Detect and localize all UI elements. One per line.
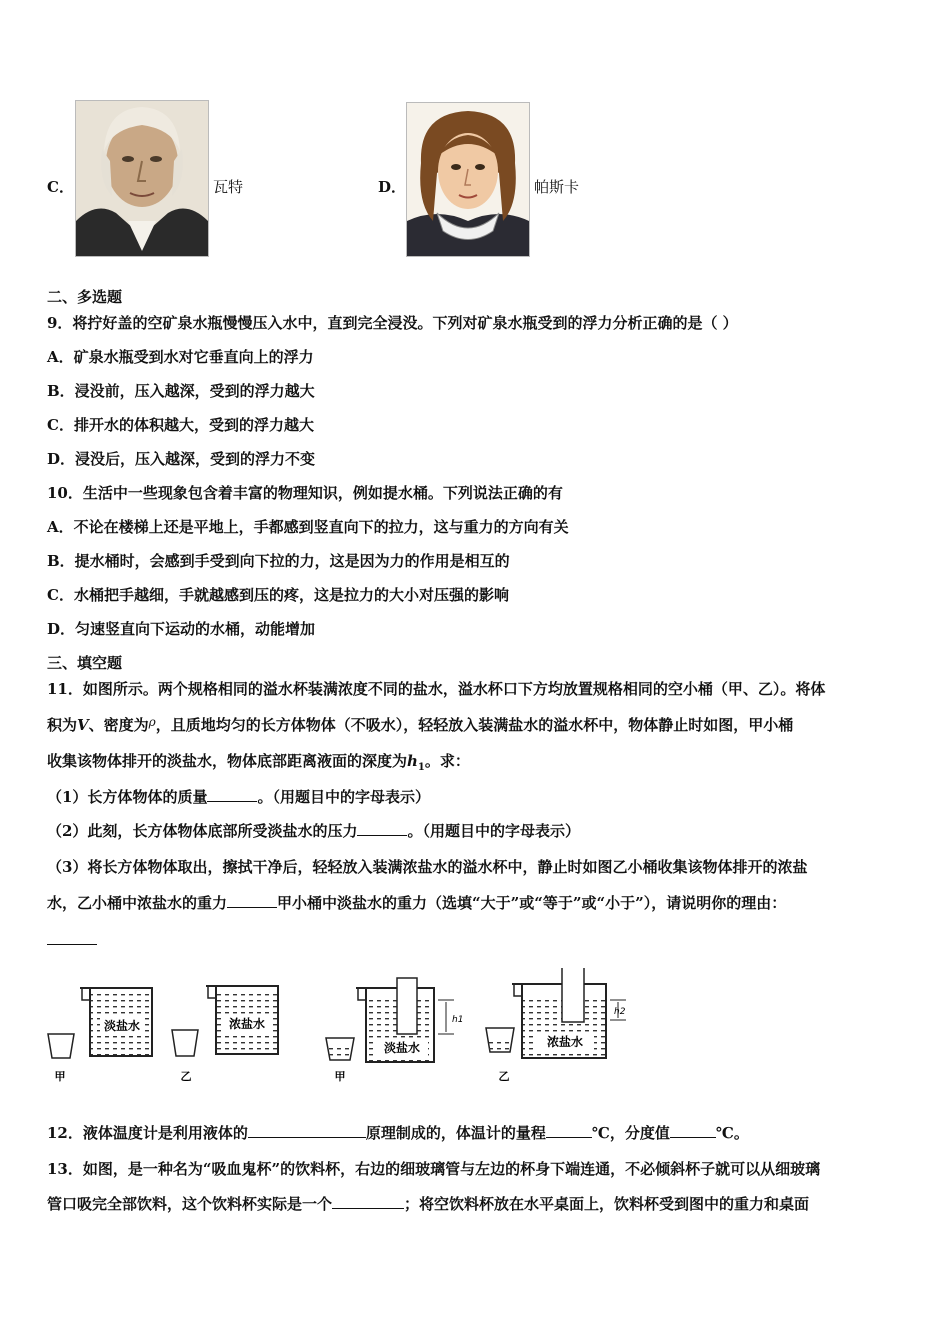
overflow-cup-figure (40, 968, 640, 1088)
q11-part3-line1: （3）将长方体物体取出，擦拭干净后，轻轻放入装满浓盐水的溢水杯中，静止时如图乙小桶收集该物体排开的浓盐 (47, 858, 808, 876)
fig3-label-weak: 淡盐水 (383, 1041, 421, 1055)
q13-blank[interactable] (332, 1194, 404, 1209)
section-title-multi-choice: 二、多选题 (47, 288, 123, 306)
q10-option-c[interactable]: C．水桶把手越细，手就越感到压的疼，这是拉力的大小对压强的影响 (47, 586, 509, 604)
fig-cup-1 (48, 988, 152, 1083)
fig3-label-h1: h1 (452, 1015, 464, 1025)
fig-cup-2 (172, 986, 278, 1083)
q10-option-d[interactable]: D．匀速竖直向下运动的水桶，动能增加 (47, 620, 316, 638)
q11-part3-blank[interactable] (227, 893, 277, 908)
q10-option-a[interactable]: A．不论在楼梯上还是平地上，手都感到竖直向下的拉力，这与重力的方向有关 (47, 518, 569, 536)
fig4-label-yi: 乙 (498, 1070, 510, 1083)
fig4-label-strong: 浓盐水 (546, 1035, 584, 1049)
q9-option-c[interactable]: C．排开水的体积越大，受到的浮力越大 (47, 416, 314, 434)
fig3-label-jia: 甲 (334, 1070, 346, 1083)
option-c-name: 瓦特 (213, 178, 244, 196)
fig-cup-4 (486, 968, 626, 1083)
fig-cup-3 (326, 978, 463, 1083)
q11-line2: 积为V、密度为$^\rho$，且质地均匀的长方体物体（不吸水），轻轻放入装满盐水的溢水杯中，物体静止时如图，甲小桶 (47, 715, 794, 734)
fig1-label-jia: 甲 (54, 1070, 66, 1083)
fig2-label-yi: 乙 (180, 1070, 192, 1083)
q10-stem: 10．生活中一些现象包含着丰富的物理知识，例如提水桶。下列说法正确的有 (47, 484, 563, 502)
q11-line1: 11．如图所示。两个规格相同的溢水杯装满浓度不同的盐水，溢水杯口下方均放置规格相同的空小桶（甲、乙）。将体 (47, 680, 826, 698)
option-d-name: 帕斯卡 (534, 178, 580, 196)
fig4-label-h2: h2 (614, 1007, 626, 1017)
q11-part2-blank[interactable] (357, 821, 407, 836)
q11-part2: （2）此刻，长方体物体底部所受淡盐水的压力 。（用题目中的字母表示） (47, 822, 580, 840)
pascal-portrait (406, 102, 530, 257)
option-c-label: C． (47, 178, 74, 196)
q11-line3: 收集该物体排开的淡盐水，物体底部距离液面的深度为$h_1$。求： (47, 752, 470, 773)
q12-range-blank[interactable] (546, 1123, 592, 1138)
fig2-label-strong: 浓盐水 (228, 1017, 266, 1031)
q11-reason-blank[interactable] (47, 928, 97, 945)
q12-line: 12．液体温度计是利用液体的 原理制成的，体温计的量程 ℃，分度值 ℃。 (47, 1124, 749, 1142)
q9-option-b[interactable]: B．浸没前，压入越深，受到的浮力越大 (47, 382, 315, 400)
q11-part3-line2: 水，乙小桶中浓盐水的重力 甲小桶中淡盐水的重力（选填“大于”或“等于”或“小于”），请说明你的理由： (47, 894, 787, 912)
q10-option-b[interactable]: B．提水桶时，会感到手受到向下拉的力，这是因为力的作用是相互的 (47, 552, 510, 570)
q13-line2: 管口吸完全部饮料，这个饮料杯实际是一个 ；将空饮料杯放在水平桌面上，饮料杯受到图中的重力和桌面 (47, 1195, 810, 1213)
q13-line1: 13．如图，是一种名为“吸血鬼杯”的饮料杯，右边的细玻璃管与左边的杯身下端连通，不必倾斜杯子就可以从细玻璃 (47, 1160, 821, 1178)
option-d-label: D． (378, 178, 407, 196)
q12-division-blank[interactable] (670, 1123, 716, 1138)
section-title-fill-in: 三、填空题 (47, 654, 123, 672)
q9-option-a[interactable]: A．矿泉水瓶受到水对它垂直向上的浮力 (47, 348, 314, 366)
q9-option-d[interactable]: D．浸没后，压入越深，受到的浮力不变 (47, 450, 316, 468)
q9-stem: 9．将拧好盖的空矿泉水瓶慢慢压入水中，直到完全浸没。下列对矿泉水瓶受到的浮力分析正确的是（ ） (47, 314, 738, 332)
q11-part1: （1）长方体物体的质量 。（用题目中的字母表示） (47, 788, 430, 806)
fig1-label-weak: 淡盐水 (103, 1019, 141, 1033)
q12-principle-blank[interactable] (248, 1123, 366, 1138)
watt-portrait (75, 100, 209, 257)
q11-part1-blank[interactable] (207, 787, 257, 802)
